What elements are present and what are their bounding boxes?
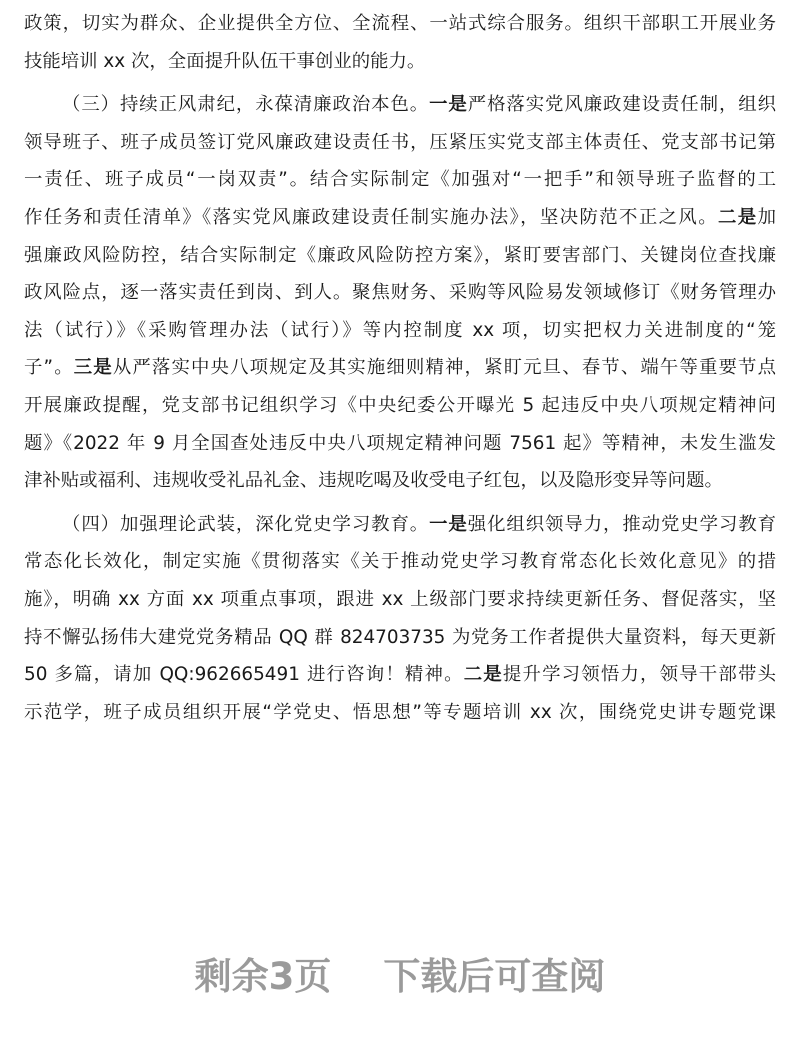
emphasis-label: 一是: [429, 94, 468, 116]
section-4-first-line: [24, 506, 776, 544]
text-line: 示范学，班子成员组织开展“学党史、悟思想”等专题培训 xx 次，围绕党史讲专题党课: [24, 701, 776, 723]
text-line: 津补贴或福利、违规收受礼品礼金、违规吃喝及收受电子红包，以及隐形变异等问题。: [24, 470, 723, 492]
text-line: 持不懈弘扬伟大建党党务精品 QQ 群 824703735 为党务工作者提供大量资料，每天更新: [24, 626, 776, 648]
text-run: 强化组织领导力，推动党史学习教育: [467, 513, 776, 535]
text-run: 严格落实党风廉政建设责任制，组织: [467, 94, 776, 116]
remaining-pages-label: 剩余3页: [194, 955, 332, 998]
text-line: 常态化长效化，制定实施《贯彻落实《关于推动党史学习教育常态化长效化意见》的措: [24, 551, 776, 573]
section-4-heading: （四）加强理论武装，深化党史学习教育。: [62, 513, 430, 535]
text-line: 题》《2022 年 9 月全国查处违反中央八项规定精神问题 7561 起》等精神，未发生滥发: [24, 432, 776, 454]
document-body: [24, 0, 776, 731]
text-line: 法（试行）》《采购管理办法（试行）》等内控制度 xx 项，切实把权力关进制度的“笼: [24, 319, 776, 341]
download-to-view-label[interactable]: 下载后可查阅: [383, 955, 606, 998]
text-run: 作任务和责任清单》《落实党风廉政建设责任制实施办法》，坚决防范不正之风。: [24, 206, 718, 228]
text-line: 领导班子、班子成员签订党风廉政建设责任书，压紧压实党支部主体责任、党支部书记第: [24, 131, 776, 153]
text-line: 技能培训 xx 次，全面提升队伍干事创业的能力。: [24, 50, 426, 72]
emphasis-label: 一是: [429, 513, 468, 535]
section-3-heading: （三）持续正风肃纪，永葆清廉政治本色。: [62, 94, 430, 116]
text-run: 子”。: [24, 357, 74, 379]
text-run: 50 多篇，请加 QQ:962665491 进行咨询！精神。: [24, 664, 464, 686]
text-line: 政风险点，逐一落实责任到岗、到人。聚焦财务、采购等风险易发领域修订《财务管理办: [24, 282, 776, 304]
download-prompt-banner[interactable]: [0, 946, 800, 1000]
text-line: 开展廉政提醒，党支部书记组织学习《中央纪委公开曝光 5 起违反中央八项规定精神问: [24, 394, 776, 416]
text-line: [24, 656, 776, 694]
emphasis-label: 二是: [718, 206, 758, 228]
emphasis-label: 三是: [73, 357, 113, 379]
text-line: 一责任、班子成员“一岗双责”。结合实际制定《加强对“一把手”和领导班子监督的工: [24, 169, 776, 191]
text-line: [24, 199, 776, 237]
text-line: [24, 349, 776, 387]
text-line: 政策，切实为群众、企业提供全方位、全流程、一站式综合服务。组织干部职工开展业务: [24, 13, 776, 34]
emphasis-label: 二是: [463, 664, 503, 686]
text-line: 强廉政风险防控，结合实际制定《廉政风险防控方案》，紧盯要害部门、关键岗位查找廉: [24, 244, 776, 266]
text-run: 从严落实中央八项规定及其实施细则精神，紧盯元旦、春节、端午等重要节点: [112, 357, 776, 379]
text-run: 提升学习领悟力，领导干部带头: [502, 664, 776, 686]
text-line: 施》，明确 xx 方面 xx 项重点事项，跟进 xx 上级部门要求持续更新任务、督促落实，坚: [24, 588, 776, 610]
section-3-first-line: [24, 86, 776, 124]
text-run: 加: [757, 206, 776, 228]
